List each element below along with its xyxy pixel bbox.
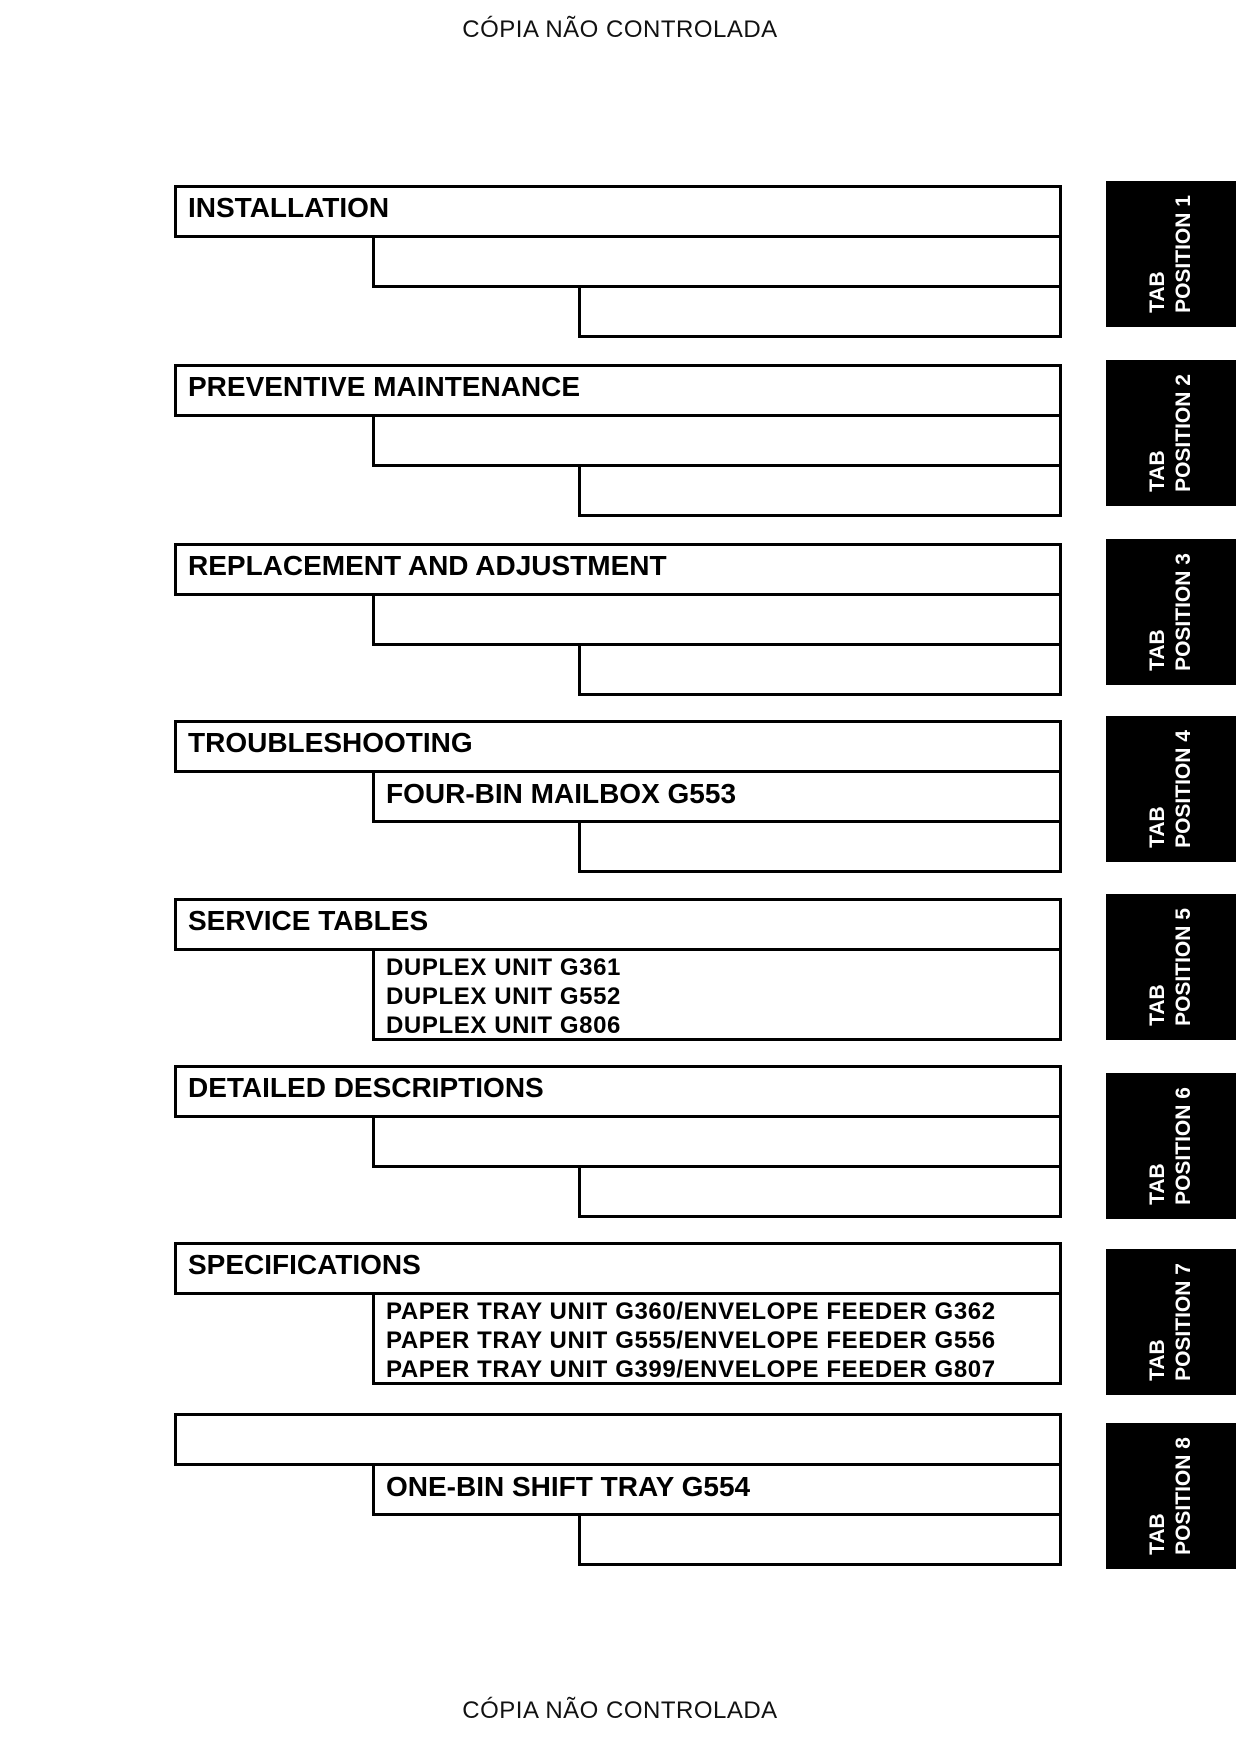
section-title-box (174, 898, 1062, 951)
subsection-box (372, 235, 1062, 288)
tab-label: TAB POSITION 7 (1146, 1263, 1195, 1381)
subsection-box (372, 770, 1062, 823)
tab-label: TAB POSITION 3 (1146, 553, 1195, 671)
subsection-box (372, 1115, 1062, 1168)
tab-position-6[interactable] (1106, 1073, 1236, 1219)
list-item: DUPLEX UNIT G806 (386, 1012, 621, 1039)
tab-label: TAB POSITION 6 (1146, 1087, 1195, 1205)
section-title-box (174, 720, 1062, 773)
subsection-box (372, 1463, 1062, 1516)
section-title: INSTALLATION (188, 192, 390, 223)
third-level-box (578, 464, 1062, 517)
tab-label: TAB POSITION 1 (1146, 195, 1195, 313)
tab-label: TAB POSITION 8 (1146, 1437, 1195, 1555)
tab-position-4[interactable] (1106, 716, 1236, 862)
section-title: TROUBLESHOOTING (188, 727, 473, 758)
section-title-box (174, 1065, 1062, 1118)
section-installation (0, 185, 1240, 345)
section-replacement-and-adjustment (0, 543, 1240, 703)
list-item: PAPER TRAY UNIT G360/ENVELOPE FEEDER G362 (386, 1298, 996, 1325)
section-troubleshooting (0, 720, 1240, 880)
third-level-box (578, 1513, 1062, 1566)
section-title: PREVENTIVE MAINTENANCE (188, 371, 581, 402)
subsection-list (386, 1297, 996, 1384)
section-title: SERVICE TABLES (188, 905, 429, 936)
section-preventive-maintenance (0, 364, 1240, 524)
tab-position-1[interactable] (1106, 181, 1236, 327)
section-title-box (174, 543, 1062, 596)
tab-position-3[interactable] (1106, 539, 1236, 685)
tab-position-5[interactable] (1106, 894, 1236, 1040)
tab-label: TAB POSITION 5 (1146, 908, 1195, 1026)
section-title: SPECIFICATIONS (188, 1249, 421, 1280)
watermark-top: CÓPIA NÃO CONTROLADA (462, 16, 778, 43)
tab-position-8[interactable] (1106, 1423, 1236, 1569)
watermark-bottom: CÓPIA NÃO CONTROLADA (462, 1697, 778, 1724)
section-detailed-descriptions (0, 1065, 1240, 1225)
tab-position-7[interactable] (1106, 1249, 1236, 1395)
list-item: DUPLEX UNIT G552 (386, 983, 621, 1010)
third-level-box (578, 285, 1062, 338)
list-item: PAPER TRAY UNIT G399/ENVELOPE FEEDER G807 (386, 1356, 996, 1383)
section-title-box (174, 364, 1062, 417)
section-specifications (0, 1242, 1240, 1402)
third-level-box (578, 1165, 1062, 1218)
section-title-box (174, 1242, 1062, 1295)
subsection-box (372, 1292, 1062, 1385)
section-title-box (174, 185, 1062, 238)
section-title: DETAILED DESCRIPTIONS (188, 1072, 544, 1103)
subsection-title: FOUR-BIN MAILBOX G553 (386, 778, 737, 809)
third-level-box (578, 643, 1062, 696)
subsection-box (372, 593, 1062, 646)
subsection-box (372, 414, 1062, 467)
list-item: DUPLEX UNIT G361 (386, 954, 621, 981)
tab-position-2[interactable] (1106, 360, 1236, 506)
tab-label: TAB POSITION 4 (1146, 730, 1195, 848)
section-one-bin-shift-tray (0, 1413, 1240, 1573)
third-level-box (578, 820, 1062, 873)
section-service-tables (0, 898, 1240, 1058)
tab-label: TAB POSITION 2 (1146, 374, 1195, 492)
subsection-list (386, 953, 621, 1040)
section-title: REPLACEMENT AND ADJUSTMENT (188, 550, 667, 581)
section-title-box (174, 1413, 1062, 1466)
subsection-box (372, 948, 1062, 1041)
list-item: PAPER TRAY UNIT G555/ENVELOPE FEEDER G556 (386, 1327, 996, 1354)
subsection-title: ONE-BIN SHIFT TRAY G554 (386, 1471, 751, 1502)
